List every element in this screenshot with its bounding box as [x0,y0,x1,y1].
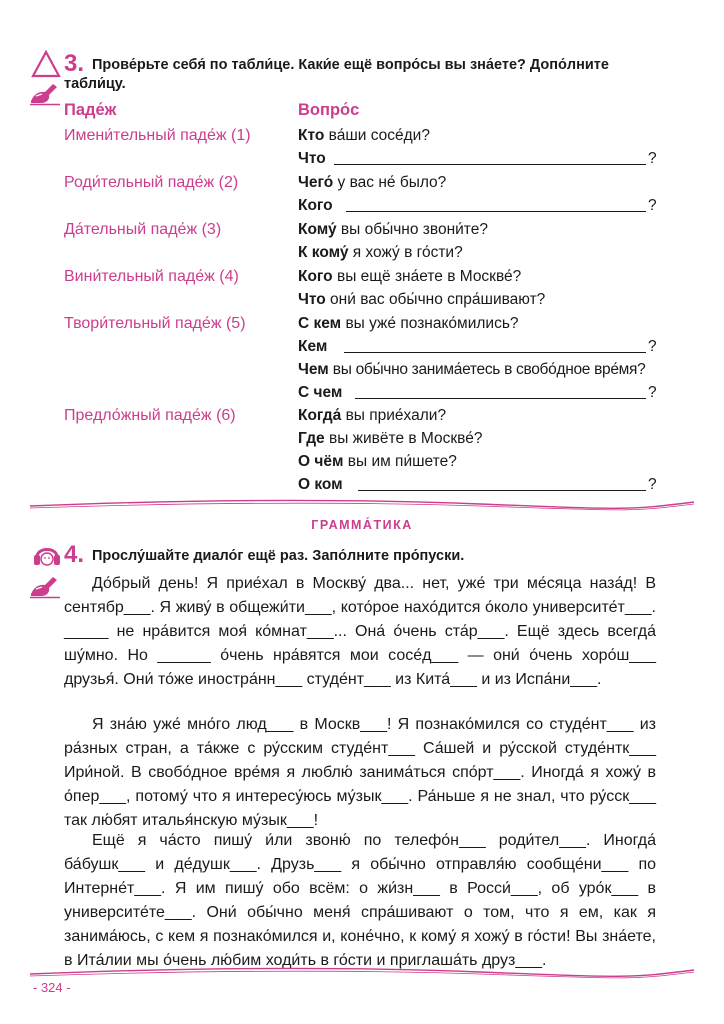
question-row [298,172,446,194]
case-genitive: Роди́тельный паде́ж (2) [64,174,239,191]
question-mark: ? [648,338,657,355]
question-row [298,382,342,404]
question-word: Чем [298,361,329,378]
question-row [298,359,645,381]
question-word: Кто [298,127,325,144]
question-word: Кому́ [298,221,337,238]
answer-blank[interactable] [344,352,646,353]
question-rest: вы ещё зна́ете в Москве́? [332,268,522,285]
question-word: С кем [298,315,342,332]
question-word: О ком [298,476,343,493]
exercise-4-number: 4. [64,541,85,568]
answer-blank[interactable] [334,164,646,165]
question-row [298,405,446,427]
question-row [298,474,343,496]
exercise-3-number: 3. [64,50,85,77]
question-word: Где [298,430,325,447]
question-rest: вы обы́чно звони́те? [336,221,488,238]
writing-hand-icon [28,80,62,106]
case-nominative: Имени́тельный паде́ж (1) [64,127,251,144]
page-number: - 324 - [33,980,71,995]
question-mark: ? [648,384,657,401]
question-mark: ? [648,150,657,167]
question-row [298,266,521,288]
question-row [298,148,326,170]
question-rest: вы им пи́шете? [343,453,457,470]
question-rest: ва́ши сосе́ди? [324,127,430,144]
question-row [298,428,482,450]
question-mark: ? [648,197,657,214]
question-word: Кем [298,338,328,355]
question-row [298,219,488,241]
question-row [298,313,519,335]
exercise-4-instruction: Прослу́шайте диало́г ещё раз. Запо́лните про́пуски. [92,548,465,564]
column-header-case: Паде́ж [64,101,117,119]
answer-blank[interactable] [346,211,646,212]
question-word: Когда́ [298,407,342,424]
wave-divider [30,494,694,514]
triangle-icon [31,50,61,78]
question-rest: вы живёте в Москве́? [324,430,483,447]
question-word: К кому́ [298,244,349,261]
question-rest: вы обы́чно занима́етесь в свобо́дное вре́мя? [328,361,646,378]
case-dative: Да́тельный паде́ж (3) [64,221,222,238]
answer-blank[interactable] [355,398,646,399]
dialog-paragraph-3: Ещё я ча́сто пишу́ и́ли звоню́ по телефо́н___ роди́тел___. Иногда́ ба́бушк___ и де́душк___. Друзь___ я обы́чно отправля́ю сообще́ни___ по Интерне́т___. Я им пишу́ обо всём: о жи́зн___ в Росси́___, об уро́к___ в университе́те___. Они́ обы́чно меня́ спра́шивают о том, что я ем, как я занима́юсь, с кем я познако́мился и, коне́чно, к кому́ я хожу́ в го́сти! Вы зна́ете, в Ита́лии мы о́чень лю́бим ходи́ть в го́сти и приглаша́ть друз___. [64,832,656,969]
case-instrumental: Твори́тельный паде́ж (5) [64,315,246,332]
question-word: О чём [298,453,344,470]
question-word: Чего́ [298,174,334,191]
question-row [298,451,457,473]
question-rest: вы прие́хали? [341,407,447,424]
case-prepositional: Предло́жный паде́ж (6) [64,407,236,424]
question-rest: они́ вас обы́чно спра́шивают? [325,291,546,308]
question-mark: ? [648,476,657,493]
question-row [298,336,327,358]
question-rest: у вас не́ было? [333,174,447,191]
section-title-grammar: ГРАММА́ТИКА [311,518,413,532]
question-row [298,289,545,311]
dialog-paragraph-1: До́брый день! Я прие́хал в Москву́ два... нет, уже́ три ме́сяца наза́д! В сентябр___. Я живу́ в общежи́ти___, кото́рое нахо́дится о́коло университе́т___. _____ не нра́вится моя́ ко́мнат___... Она́ о́чень ста́р___. Ещё здесь всегда́ шу́мно. Но ______ о́чень нра́вятся мои сосе́д___ — они́ о́чень хоро́ш___ друзья́. Они́ то́же иностра́нн___ студе́нт___ из Кита́___ и из Испа́ни___. [64,575,656,688]
question-row [298,242,463,264]
question-word: С чем [298,384,343,401]
question-row [298,195,333,217]
question-rest: я хожу́ в го́сти? [348,244,463,261]
question-row [298,125,430,147]
question-word: Что [298,291,326,308]
footer-wave-divider [30,962,694,982]
exercise-3-instruction-line1: Прове́рьте себя́ по табли́це. Каки́е ещё вопро́сы вы зна́ете? Допо́лните [92,57,609,73]
answer-blank[interactable] [358,490,646,491]
exercise-3-instruction-line2: табли́цу. [64,76,126,92]
headphones-icon [32,540,62,568]
column-header-question: Вопро́с [298,101,360,119]
case-accusative: Вини́тельный паде́ж (4) [64,268,239,285]
dialog-paragraph-2: Я зна́ю уже́ мно́го люд___ в Москв___! Я познако́мился со студе́нт___ из ра́зных стран, а та́кже с ру́сским студе́нт___ Са́шей и ру́сской студе́нтк___ Ири́ной. В свобо́дное вре́мя я люблю́ занима́ться спо́рт___. Иногда́ я хожу́ в о́пер___, потому́ что я интересу́юсь му́зык___. Ра́ньше я не знал, что ру́сск___ так лю́бят италья́нскую му́зык___! [64,716,656,829]
question-rest: вы уже́ познако́мились? [341,315,519,332]
question-word: Кого [298,197,333,214]
question-word: Что [298,150,326,167]
question-word: Кого [298,268,333,285]
writing-hand-icon [28,573,62,599]
